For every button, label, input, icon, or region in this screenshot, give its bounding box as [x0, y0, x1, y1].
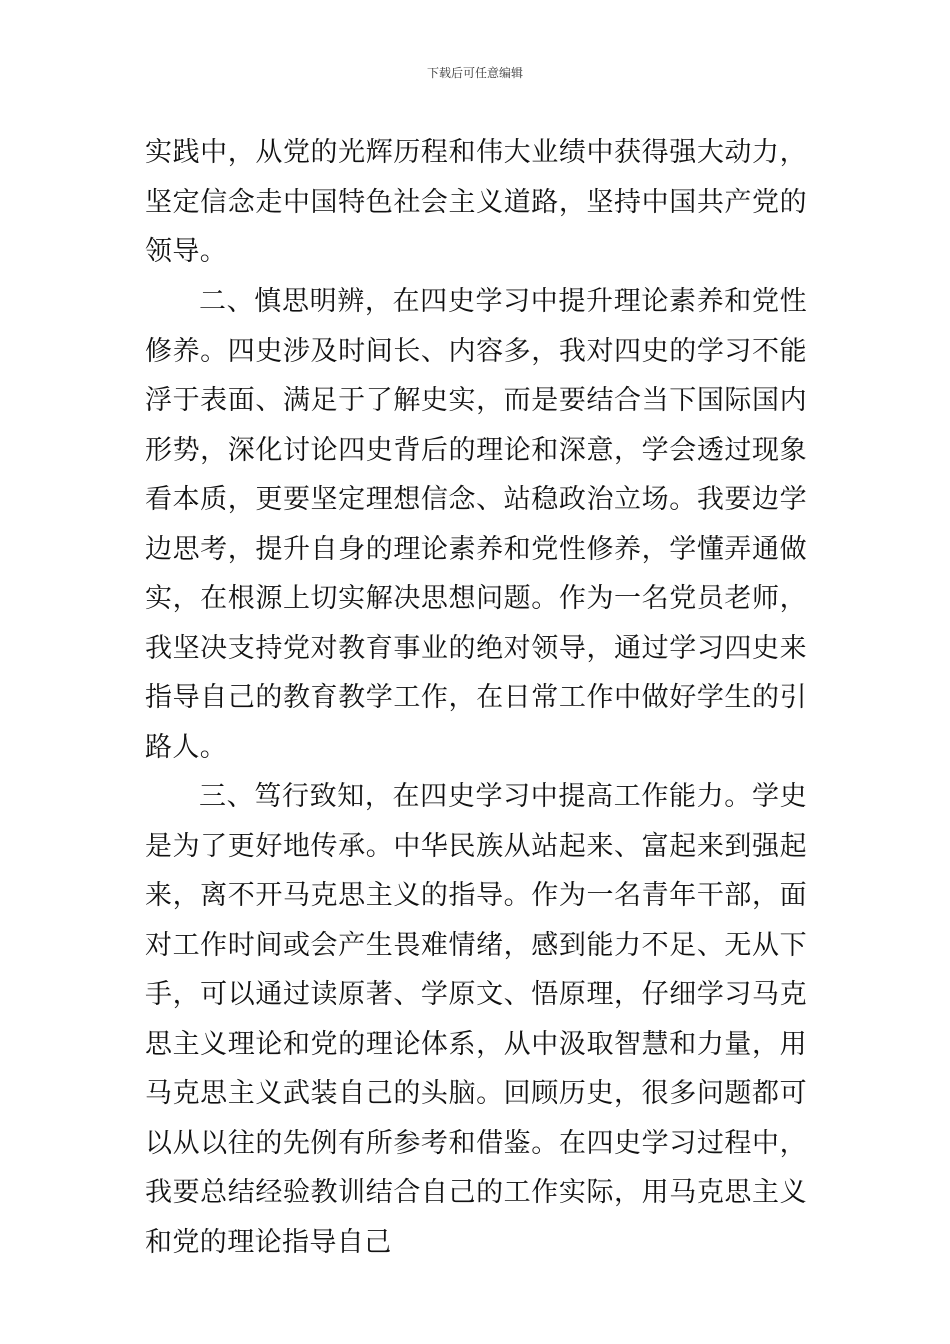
paragraph-text: 三、笃行致知，在四史学习中提高工作能力。学史是为了更好地传承。中华民族从站起来、富起来到强起来，离不开马克思主义的指导。作为一名青年干部，面对工作时间或会产生畏难情绪，感到能力不足、无从下手，可以通过读原著、学原文、悟原理，仔细学习马克思主义理论和党的理论体系，从中汲取智慧和力量，用马克思主义武装自己的头脑。回顾历史，很多问题都可以从以往的先例有所参考和借鉴。在四史学习过程中，我要总结经验教训结合自己的工作实际，用马克思主义和党的理论指导自己	[145, 781, 807, 1258]
paragraph-text: 实践中，从党的光辉历程和伟大业绩中获得强大动力，坚定信念走中国特色社会主义道路，坚持中国共产党的领导。	[145, 137, 807, 267]
page-header: 下载后可任意编辑	[426, 66, 523, 80]
paragraph-continuation	[145, 128, 807, 277]
paragraph-text: 二、慎思明辨，在四史学习中提升理论素养和党性修养。四史涉及时间长、内容多，我对四史的学习不能浮于表面、满足于了解史实，而是要结合当下国际国内形势，深化讨论四史背后的理论和深意，学会透过现象看本质，更要坚定理想信念、站稳政治立场。我要边学边思考，提升自身的理论素养和党性修养，学懂弄通做实，在根源上切实解决思想问题。作为一名党员老师，我坚决支持党对教育事业的绝对领导，通过学习四史来指导自己的教育教学工作，在日常工作中做好学生的引路人。	[145, 286, 807, 763]
paragraph-section-two	[145, 277, 807, 772]
paragraph-section-three	[145, 772, 807, 1267]
